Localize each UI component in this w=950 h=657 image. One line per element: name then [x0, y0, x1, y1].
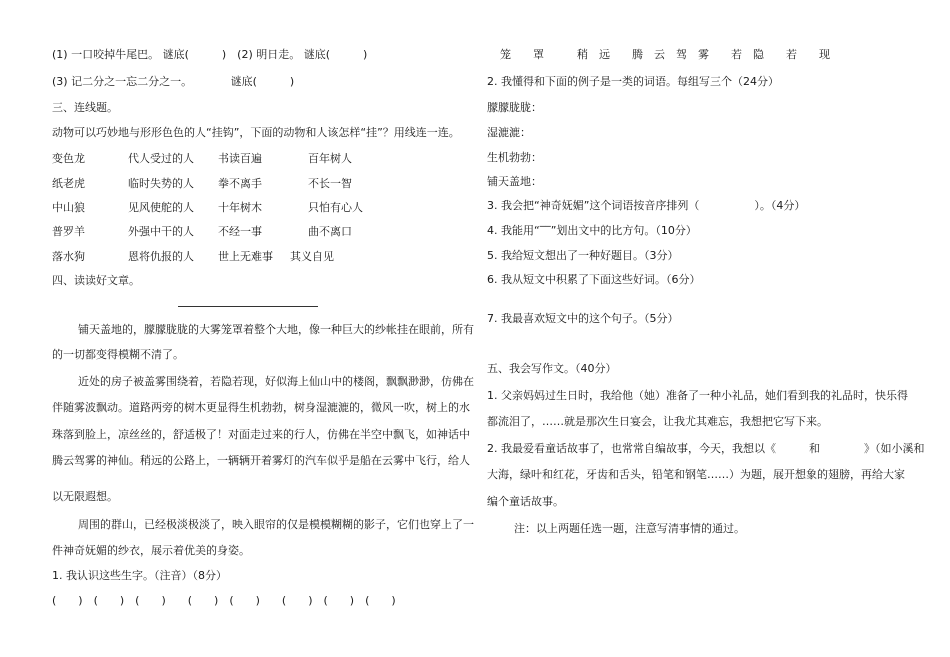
question-6: 6. 我从短文中积累了下面这些好词。（6分）	[487, 273, 701, 286]
q2-item: 朦朦胧胧：	[487, 101, 542, 114]
section4-title: 四、读读好文章。	[52, 274, 140, 287]
passage-line: 伴随雾波飘动。道路两旁的树木更显得生机勃勃，树身湿漉漉的，微风一吹，树上的水	[52, 401, 470, 414]
riddle-row-1: (1) 一口咬掉牛尾巴。 谜底( ) (2) 明日走。 谜底( )	[52, 48, 368, 61]
passage-line: 以无限遐想。	[52, 490, 118, 503]
match-col3-item: 不经一事	[218, 225, 262, 238]
pinyin-blanks: ( ) ( ) ( ) ( ) ( ) ( ) ( ) ( )	[52, 594, 396, 607]
q2-item: 铺天盖地：	[487, 175, 542, 188]
match-col1-item: 中山狼	[52, 201, 85, 214]
passage-line: 近处的房子被盖雾围绕着，若隐若现，好似海上仙山中的楼阁，飘飘渺渺，仿佛在	[78, 375, 474, 388]
question-5: 5. 我给短文想出了一种好题目。（3分）	[487, 249, 679, 262]
q2-item: 湿漉漉：	[487, 126, 531, 139]
title-blank-line	[178, 306, 318, 307]
essay-option-1: 1. 父亲妈妈过生日时，我给他（她）准备了一种小礼品，她们看到我的礼品时，快乐得	[487, 389, 908, 402]
characters-row: 笼 罩 稍 远 腾 云 驾 雾 若 隐 若 现	[500, 48, 830, 61]
passage-line: 的一切都变得模糊不清了。	[52, 348, 184, 361]
match-col2-item: 临时失势的人	[128, 177, 194, 190]
section5-title: 五、我会写作文。（40分）	[487, 362, 617, 375]
essay-option-2: 编个童话故事。	[487, 495, 564, 508]
match-col2-item: 代人受过的人	[128, 152, 194, 165]
question-3: 3. 我会把“神奇妩媚”这个词语按音序排列（ ）。（4分）	[487, 199, 806, 212]
match-col2-item: 见风使舵的人	[128, 201, 194, 214]
match-col2-item: 恩将仇报的人	[128, 250, 194, 263]
question-2: 2. 我懂得和下面的例子是一类的词语。每组写三个（24分）	[487, 75, 779, 88]
essay-option-2: 2. 我最爱看童话故事了，也常常自编故事，今天，我想以《 和 》（如小溪和	[487, 442, 925, 455]
passage-line: 腾云驾雾的神仙。稍远的公路上，一辆辆开着雾灯的汽车似乎是船在云雾中飞行，给人	[52, 454, 470, 467]
q2-item: 生机勃勃：	[487, 151, 542, 164]
passage-line: 件神奇妩媚的纱衣，展示着优美的身姿。	[52, 544, 250, 557]
match-col3-item: 拳不离手	[218, 177, 262, 190]
match-col1-item: 普罗羊	[52, 225, 85, 238]
section3-intro: 动物可以巧妙地与形形色色的人“挂钩”，下面的动物和人该怎样“挂”？用线连一连。	[52, 126, 460, 139]
match-col4-item: 只怕有心人	[308, 201, 363, 214]
riddle-row-2: (3) 记二分之一忘二分之一。 谜底( )	[52, 75, 295, 88]
match-col3-item: 世上无难事	[218, 250, 273, 263]
question-4: 4. 我能用“‾‾”划出文中的比方句。（10分）	[487, 224, 697, 237]
question-1: 1. 我认识这些生字。（注音）（8分）	[52, 569, 227, 582]
passage-line: 珠落到脸上，凉丝丝的，舒适极了！对面走过来的行人，仿佛在半空中飘飞，如神话中	[52, 428, 470, 441]
question-7: 7. 我最喜欢短文中的这个句子。（5分）	[487, 312, 679, 325]
match-col1-item: 纸老虎	[52, 177, 85, 190]
match-col3-item: 书读百遍	[218, 152, 262, 165]
match-col4-item: 其义自见	[290, 250, 334, 263]
match-col4-item: 曲不离口	[308, 225, 352, 238]
passage-line: 周围的群山，已经极淡极淡了，映入眼帘的仅是模模糊糊的影子，它们也穿上了一	[78, 518, 474, 531]
match-col2-item: 外强中干的人	[128, 225, 194, 238]
essay-option-2: 大海，绿叶和红花，牙齿和舌头，铅笔和钢笔……）为题，展开想象的翅膀，再给大家	[487, 468, 905, 481]
section3-title: 三、连线题。	[52, 101, 118, 114]
match-col4-item: 不长一智	[308, 177, 352, 190]
match-col1-item: 变色龙	[52, 152, 85, 165]
match-col4-item: 百年树人	[308, 152, 352, 165]
essay-option-1: 都流泪了，……就是那次生日宴会，让我尤其难忘，我想把它写下来。	[487, 415, 828, 428]
passage-line: 铺天盖地的，朦朦胧胧的大雾笼罩着整个大地，像一种巨大的纱帐挂在眼前，所有	[78, 323, 474, 336]
essay-note: 注：以上两题任选一题，注意写清事情的通过。	[514, 522, 745, 535]
match-col3-item: 十年树木	[218, 201, 262, 214]
match-col1-item: 落水狗	[52, 250, 85, 263]
